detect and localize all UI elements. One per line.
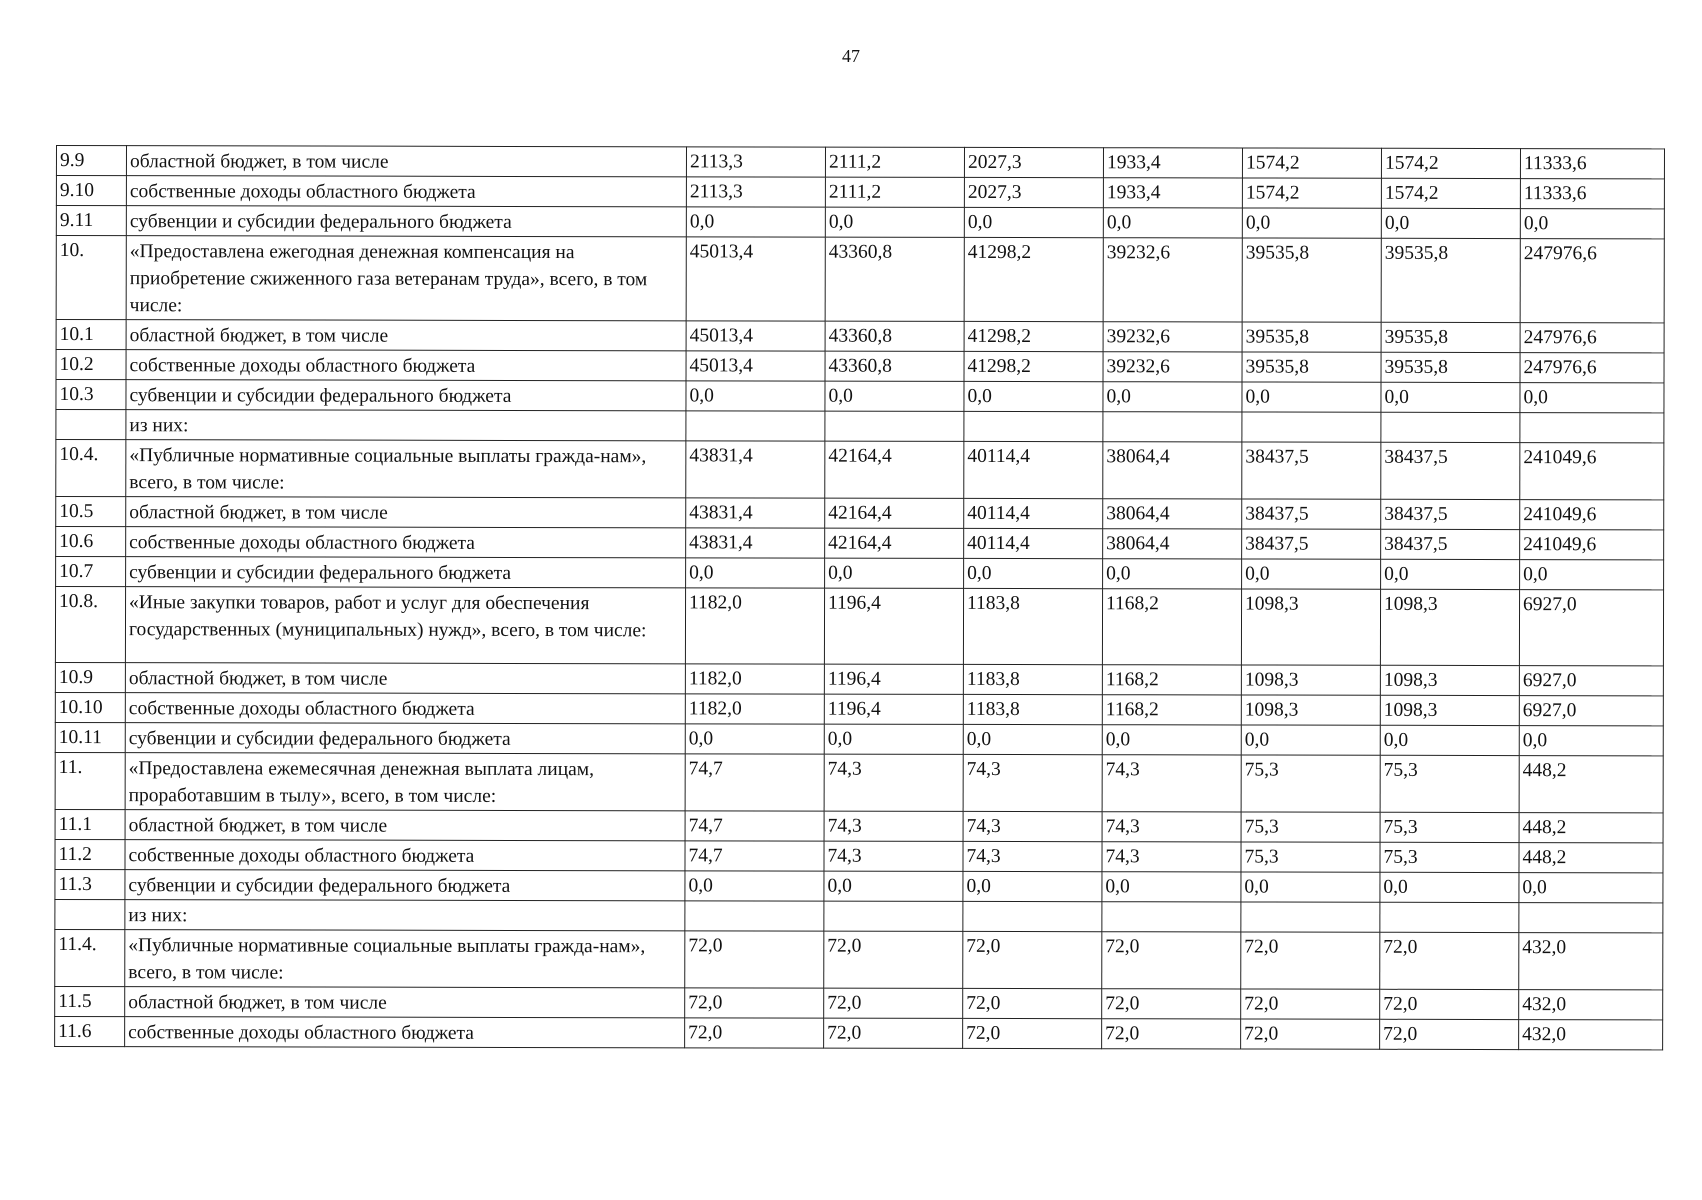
row-total-cell: 247976,6	[1520, 353, 1664, 383]
row-total-cell: 6927,0	[1519, 696, 1663, 726]
row-label: собственные доходы областного бюджета	[125, 840, 685, 871]
value-cell: 39232,6	[1103, 322, 1242, 352]
row-label: «Публичные нормативные социальные выплаты гражда-нам», всего, в том числе:	[125, 930, 685, 988]
value-cell: 72,0	[1380, 1019, 1519, 1049]
value-cell: 75,3	[1380, 842, 1519, 872]
value-cell: 72,0	[1241, 989, 1380, 1019]
value-cell: 74,3	[1102, 842, 1241, 872]
value-cell: 42164,4	[825, 441, 964, 498]
value-cell: 75,3	[1241, 842, 1380, 872]
value-cell: 72,0	[1102, 1019, 1241, 1049]
row-total-cell: 448,2	[1519, 813, 1663, 843]
value-cell: 45013,4	[686, 351, 825, 381]
value-cell: 72,0	[685, 988, 824, 1018]
value-cell: 38437,5	[1381, 499, 1520, 529]
row-number: 11.5	[55, 986, 125, 1016]
table-row	[55, 1016, 1663, 1049]
value-cell: 75,3	[1241, 812, 1380, 842]
row-total-cell: 241049,6	[1520, 443, 1664, 500]
table-row	[56, 350, 1664, 383]
row-total-cell	[1519, 903, 1663, 933]
value-cell: 0,0	[686, 381, 825, 411]
value-cell: 43360,8	[825, 351, 964, 381]
value-cell: 42164,4	[825, 498, 964, 528]
value-cell: 2111,2	[825, 147, 964, 177]
value-cell: 72,0	[963, 931, 1102, 988]
row-label: собственные доходы областного бюджета	[126, 527, 686, 558]
row-total-cell: 0,0	[1520, 209, 1664, 239]
value-cell: 72,0	[824, 1018, 963, 1048]
row-label: из них:	[126, 410, 686, 441]
table-row	[55, 986, 1663, 1019]
row-number: 11.6	[55, 1016, 125, 1046]
value-cell: 72,0	[685, 931, 824, 988]
value-cell: 0,0	[1241, 725, 1380, 755]
row-total-cell: 0,0	[1519, 873, 1663, 903]
value-cell: 72,0	[1380, 989, 1519, 1019]
value-cell: 1183,8	[963, 694, 1102, 724]
value-cell: 72,0	[1102, 932, 1241, 989]
row-number: 11.	[55, 752, 125, 809]
value-cell: 0,0	[825, 381, 964, 411]
value-cell: 2113,3	[686, 147, 825, 177]
value-cell: 1182,0	[685, 694, 824, 724]
value-cell: 39232,6	[1103, 238, 1242, 322]
value-cell: 41298,2	[964, 321, 1103, 351]
value-cell	[1102, 902, 1241, 932]
value-cell: 38437,5	[1242, 529, 1381, 559]
row-number: 10.2	[56, 350, 126, 380]
table-row	[56, 527, 1664, 560]
table-row	[55, 839, 1663, 872]
row-total-cell: 241049,6	[1520, 530, 1664, 560]
table-row	[56, 497, 1664, 530]
row-total-cell: 432,0	[1519, 990, 1663, 1020]
row-label: областной бюджет, в том числе	[126, 146, 686, 177]
value-cell: 0,0	[1381, 382, 1520, 412]
row-label: субвенции и субсидии федерального бюджета	[126, 380, 686, 411]
value-cell: 1168,2	[1102, 589, 1241, 665]
value-cell	[1380, 902, 1519, 932]
value-cell: 0,0	[1102, 872, 1241, 902]
value-cell: 1933,4	[1103, 148, 1242, 178]
value-cell: 72,0	[1241, 1019, 1380, 1049]
value-cell: 1183,8	[963, 588, 1102, 664]
value-cell: 0,0	[824, 871, 963, 901]
row-number: 9.11	[56, 206, 126, 236]
value-cell: 38064,4	[1103, 499, 1242, 529]
value-cell	[686, 411, 825, 441]
value-cell: 72,0	[1380, 932, 1519, 989]
value-cell: 39535,8	[1381, 238, 1520, 322]
value-cell: 74,3	[963, 841, 1102, 871]
row-label: «Иные закупки товаров, работ и услуг для обеспечения государственных (муниципальных) нужд», всего, в том числе:	[125, 587, 685, 664]
row-total-cell: 432,0	[1519, 1020, 1663, 1050]
value-cell: 0,0	[1381, 208, 1520, 238]
value-cell: 72,0	[1102, 989, 1241, 1019]
table-row	[56, 320, 1664, 353]
value-cell	[964, 411, 1103, 441]
table-row	[56, 146, 1664, 179]
value-cell: 1098,3	[1380, 695, 1519, 725]
row-number	[56, 410, 126, 440]
value-cell: 39535,8	[1242, 322, 1381, 352]
value-cell: 0,0	[1242, 382, 1381, 412]
value-cell: 0,0	[1103, 382, 1242, 412]
row-total-cell: 247976,6	[1520, 323, 1664, 353]
row-total-cell: 11333,6	[1520, 179, 1664, 209]
row-label: областной бюджет, в том числе	[126, 497, 686, 528]
row-number: 10.8.	[55, 587, 125, 663]
value-cell: 74,3	[824, 811, 963, 841]
value-cell: 1098,3	[1241, 665, 1380, 695]
row-label: субвенции и субсидии федерального бюджета	[126, 206, 686, 237]
value-cell: 1183,8	[963, 664, 1102, 694]
row-total-cell: 247976,6	[1520, 239, 1664, 323]
value-cell: 72,0	[963, 1018, 1102, 1048]
value-cell: 74,3	[1102, 812, 1241, 842]
row-label: из них:	[125, 900, 685, 931]
value-cell: 2111,2	[825, 177, 964, 207]
table-row	[56, 380, 1664, 413]
value-cell: 0,0	[964, 558, 1103, 588]
value-cell: 39535,8	[1381, 352, 1520, 382]
value-cell: 72,0	[824, 988, 963, 1018]
row-label: субвенции и субсидии федерального бюджета	[126, 557, 686, 588]
value-cell: 40114,4	[964, 441, 1103, 498]
row-number: 10.4.	[56, 440, 126, 497]
value-cell	[825, 411, 964, 441]
page-number: 47	[842, 46, 860, 66]
table-row	[56, 206, 1664, 239]
row-label: собственные доходы областного бюджета	[126, 176, 686, 207]
value-cell: 74,7	[685, 811, 824, 841]
value-cell: 1098,3	[1380, 589, 1519, 665]
row-number	[55, 899, 125, 929]
row-label: областной бюджет, в том числе	[125, 987, 685, 1018]
row-total-cell: 0,0	[1520, 383, 1664, 413]
value-cell: 38437,5	[1242, 442, 1381, 499]
value-cell: 2113,3	[686, 177, 825, 207]
value-cell: 43831,4	[686, 498, 825, 528]
value-cell	[963, 901, 1102, 931]
value-cell: 75,3	[1241, 755, 1380, 812]
value-cell: 72,0	[685, 1018, 824, 1048]
row-number: 10.6	[56, 527, 126, 557]
value-cell: 72,0	[1241, 932, 1380, 989]
row-total-cell: 6927,0	[1519, 666, 1663, 696]
value-cell: 1574,2	[1381, 148, 1520, 178]
row-number: 10.7	[56, 557, 126, 587]
value-cell: 39535,8	[1242, 238, 1381, 322]
value-cell: 1182,0	[685, 588, 824, 664]
value-cell: 0,0	[1242, 559, 1381, 589]
row-label: субвенции и субсидии федерального бюджета	[125, 723, 685, 754]
row-total-cell: 448,2	[1519, 843, 1663, 873]
value-cell: 74,3	[963, 811, 1102, 841]
value-cell: 75,3	[1380, 812, 1519, 842]
value-cell: 0,0	[963, 724, 1102, 754]
value-cell	[824, 901, 963, 931]
value-cell: 38437,5	[1381, 442, 1520, 499]
table-row	[56, 557, 1664, 590]
value-cell: 74,3	[824, 754, 963, 811]
table-row	[55, 899, 1663, 932]
table-row	[55, 692, 1663, 725]
value-cell: 1574,2	[1381, 178, 1520, 208]
value-cell: 45013,4	[686, 321, 825, 351]
value-cell: 74,7	[685, 841, 824, 871]
value-cell: 0,0	[1242, 208, 1381, 238]
budget-table	[54, 145, 1665, 1050]
row-label: собственные доходы областного бюджета	[125, 693, 685, 724]
row-label: субвенции и субсидии федерального бюджета	[125, 870, 685, 901]
table-row	[55, 722, 1663, 755]
value-cell: 43831,4	[686, 528, 825, 558]
table-row	[56, 236, 1664, 323]
value-cell: 38064,4	[1103, 442, 1242, 499]
row-label: областной бюджет, в том числе	[125, 810, 685, 841]
row-total-cell: 6927,0	[1519, 590, 1663, 666]
value-cell: 39232,6	[1103, 352, 1242, 382]
row-number: 9.10	[56, 176, 126, 206]
value-cell: 38437,5	[1381, 529, 1520, 559]
value-cell: 2027,3	[964, 147, 1103, 177]
row-total-cell: 432,0	[1519, 933, 1663, 990]
value-cell: 1098,3	[1241, 589, 1380, 665]
row-number: 11.4.	[55, 929, 125, 986]
value-cell	[1103, 412, 1242, 442]
table-row	[55, 587, 1663, 666]
value-cell: 0,0	[964, 381, 1103, 411]
table-row	[55, 662, 1663, 695]
value-cell: 41298,2	[964, 351, 1103, 381]
value-cell: 1196,4	[824, 694, 963, 724]
value-cell: 0,0	[1103, 559, 1242, 589]
value-cell: 0,0	[685, 724, 824, 754]
row-label: областной бюджет, в том числе	[125, 663, 685, 694]
value-cell: 74,3	[963, 754, 1102, 811]
value-cell: 74,7	[685, 754, 824, 811]
row-number: 10.11	[55, 722, 125, 752]
value-cell: 43360,8	[825, 237, 964, 321]
value-cell: 0,0	[685, 871, 824, 901]
row-label: собственные доходы областного бюджета	[126, 350, 686, 381]
row-number: 10.10	[55, 692, 125, 722]
row-total-cell: 11333,6	[1520, 149, 1664, 179]
value-cell: 1168,2	[1102, 665, 1241, 695]
value-cell: 0,0	[1380, 872, 1519, 902]
row-number: 11.1	[55, 809, 125, 839]
table-row	[56, 440, 1664, 500]
row-label: «Публичные нормативные социальные выплаты граждa-нам», всего, в том числе:	[126, 440, 686, 498]
row-number: 10.	[56, 236, 126, 320]
value-cell: 42164,4	[825, 528, 964, 558]
value-cell: 1098,3	[1241, 695, 1380, 725]
value-cell: 0,0	[1103, 208, 1242, 238]
value-cell: 1196,4	[824, 664, 963, 694]
value-cell: 0,0	[686, 207, 825, 237]
row-label: «Предоставлена ежегодная денежная компенсация на приобретение сжиженного газа ветеранам труда», всего, в том числе:	[126, 236, 686, 321]
value-cell: 72,0	[824, 931, 963, 988]
value-cell: 74,3	[1102, 755, 1241, 812]
value-cell: 0,0	[825, 558, 964, 588]
table-row	[56, 410, 1664, 443]
value-cell: 1574,2	[1242, 148, 1381, 178]
value-cell: 0,0	[686, 558, 825, 588]
row-total-cell	[1520, 413, 1664, 443]
value-cell: 0,0	[1241, 872, 1380, 902]
value-cell: 0,0	[964, 207, 1103, 237]
value-cell: 43360,8	[825, 321, 964, 351]
value-cell: 75,3	[1380, 755, 1519, 812]
row-total-cell: 0,0	[1520, 560, 1664, 590]
value-cell: 45013,4	[686, 237, 825, 321]
table-row	[55, 752, 1663, 812]
row-number: 9.9	[56, 146, 126, 176]
value-cell: 72,0	[963, 988, 1102, 1018]
row-number: 10.3	[56, 380, 126, 410]
row-number: 11.2	[55, 839, 125, 869]
table-row	[56, 176, 1664, 209]
row-label: собственные доходы областного бюджета	[125, 1017, 685, 1048]
value-cell: 1098,3	[1380, 665, 1519, 695]
value-cell: 0,0	[1381, 559, 1520, 589]
value-cell	[1381, 412, 1520, 442]
row-number: 11.3	[55, 869, 125, 899]
value-cell: 40114,4	[964, 498, 1103, 528]
value-cell: 1933,4	[1103, 178, 1242, 208]
value-cell: 1168,2	[1102, 695, 1241, 725]
value-cell: 41298,2	[964, 237, 1103, 321]
row-label: областной бюджет, в том числе	[126, 320, 686, 351]
value-cell: 74,3	[824, 841, 963, 871]
value-cell: 1574,2	[1242, 178, 1381, 208]
value-cell: 0,0	[1380, 725, 1519, 755]
value-cell: 38437,5	[1242, 499, 1381, 529]
value-cell: 1196,4	[824, 588, 963, 664]
value-cell: 38064,4	[1103, 529, 1242, 559]
table-row	[55, 809, 1663, 842]
row-number: 10.1	[56, 320, 126, 350]
value-cell	[1242, 412, 1381, 442]
row-total-cell: 0,0	[1519, 726, 1663, 756]
value-cell: 1182,0	[685, 664, 824, 694]
value-cell: 2027,3	[964, 177, 1103, 207]
value-cell: 0,0	[1102, 725, 1241, 755]
row-total-cell: 448,2	[1519, 756, 1663, 813]
row-total-cell: 241049,6	[1520, 500, 1664, 530]
table-row	[55, 929, 1663, 989]
value-cell: 39535,8	[1381, 322, 1520, 352]
value-cell: 39535,8	[1242, 352, 1381, 382]
row-number: 10.9	[55, 662, 125, 692]
value-cell	[685, 901, 824, 931]
value-cell: 0,0	[825, 207, 964, 237]
row-label: «Предоставлена ежемесячная денежная выплата лицам, проработавшим в тылу», всего, в том числе:	[125, 753, 685, 811]
table-row	[55, 869, 1663, 902]
value-cell: 40114,4	[964, 528, 1103, 558]
value-cell: 0,0	[963, 871, 1102, 901]
row-number: 10.5	[56, 497, 126, 527]
value-cell	[1241, 902, 1380, 932]
value-cell: 0,0	[824, 724, 963, 754]
value-cell: 43831,4	[686, 441, 825, 498]
